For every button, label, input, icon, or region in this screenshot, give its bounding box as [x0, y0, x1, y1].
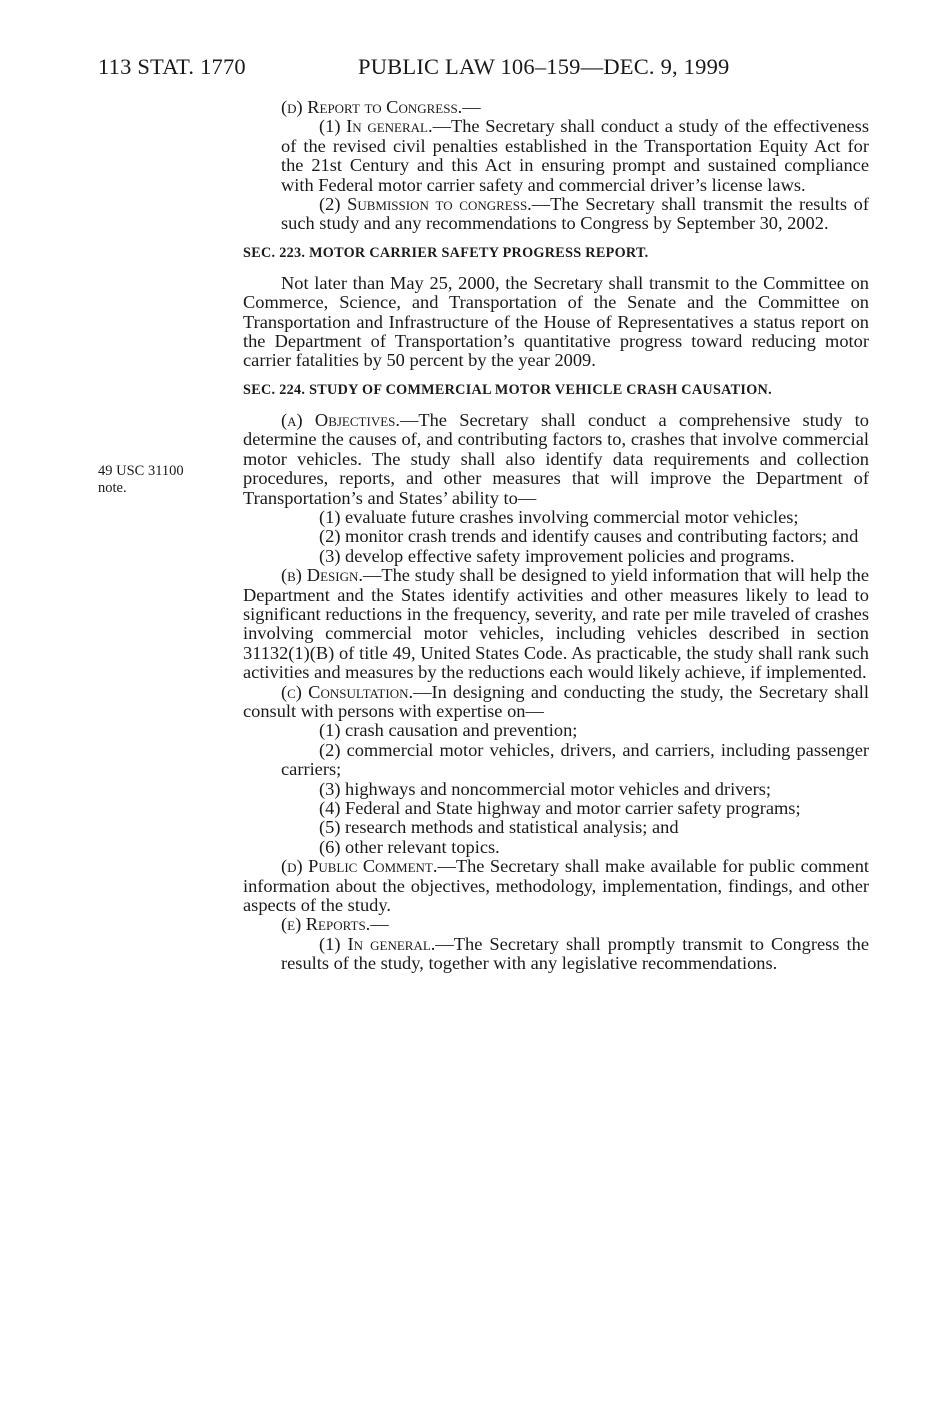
subsection-text: —The study shall be designed to yield information that will help the Department and the States identify activities and other measures likely to lead to significant reductions in the frequency, severity, and rate per mile traveled of crashes involving commercial motor vehicles, including vehicles described in section 31132(1)(B) of title 49, United States Code. As practicable, the study shall rank such activities and measures by the reductions each would likely achieve, if implemented. [243, 565, 869, 683]
list-item: (3) develop effective safety improvement policies and programs. [319, 545, 795, 566]
subsection-text: —The Secretary shall make available for public comment information about the objectives, methodology, implementation, findings, and other aspects of the study. [243, 856, 870, 916]
list-item: (5) research methods and statistical analysis; and [319, 817, 679, 838]
section-224-heading: SEC. 224. STUDY OF COMMERCIAL MOTOR VEHICLE CRASH CAUSATION. [243, 381, 772, 398]
margin-note-suffix: note. [98, 480, 127, 496]
paragraph-e1 [243, 935, 869, 974]
paragraph-text: —The Secretary shall conduct a study of the effectiveness of the revised civil penalties established in the Transportation Equity Act for the 21st Century and this Act in ensuring prompt and sustained compliance with Federal motor carrier safety and commercial driver’s license laws. [281, 116, 869, 195]
list-item: (4) Federal and State highway and motor carrier safety programs; [319, 798, 801, 818]
list-item: (1) evaluate future crashes involving commercial motor vehicles; [319, 506, 799, 527]
subsection-b [243, 566, 869, 682]
subsection-c [243, 683, 869, 722]
paragraph-label: (1) In general. [319, 116, 433, 137]
paragraph-label: (2) Submission to congress. [319, 194, 532, 215]
subsection-label: (d) Public Comment. [281, 856, 438, 877]
subsection-label: (b) Design. [281, 565, 363, 586]
list-item: (1) crash causation and prevention; [319, 720, 578, 741]
stat-page-number: 113 STAT. 1770 [98, 54, 246, 79]
subsection-e-heading: (e) Reports.— [281, 914, 389, 935]
subsection-label: (c) Consultation. [281, 681, 414, 702]
margin-note [98, 463, 228, 497]
paragraph-d2 [243, 195, 869, 234]
body-text [243, 98, 869, 974]
list-item: (2) monitor crash trends and identify causes and contributing factors; and [319, 526, 859, 547]
subsection-text: —The Secretary shall conduct a comprehensive study to determine the causes of, and contributing factors to, crashes that involve commercial motor vehicles. The study shall also identify data requirements and collection procedures, reports, and other measures that will improve the Department of Transportation’s and States’ ability to— [243, 409, 869, 508]
subsection-text: —In designing and conducting the study, the Secretary shall consult with persons with expertise on— [243, 681, 869, 721]
paragraph-d1 [243, 117, 869, 195]
section-223-heading: SEC. 223. MOTOR CARRIER SAFETY PROGRESS REPORT. [243, 244, 649, 261]
subsection-d [243, 857, 869, 915]
paragraph-label: (1) In general. [319, 933, 436, 954]
subsection-label: (a) Objectives. [281, 409, 400, 430]
paragraph-text: —The Secretary shall promptly transmit to Congress the results of the study, together with any legislative recommendations. [281, 933, 869, 974]
list-item: (3) highways and noncommercial motor vehicles and drivers; [319, 778, 771, 799]
paragraph-text: —The Secretary shall transmit the results of such study and any recommendations to Congress by September 30, 2002. [281, 194, 869, 234]
subsection-a [243, 411, 869, 508]
public-law-citation: PUBLIC LAW 106–159—DEC. 9, 1999 [358, 54, 730, 79]
list-item: (6) other relevant topics. [319, 836, 500, 857]
list-item: (2) commercial motor vehicles, drivers, and carriers, including passenger carriers; [281, 739, 869, 780]
section-223-text: Not later than May 25, 2000, the Secretary shall transmit to the Committee on Commerce, Science, and Transportation of the Senate and the Committee on Transportation and Infrastructure of the House of Representatives a status report on the Department of Transportation’s quantitative progress toward reducing motor carrier fatalities by 50 percent by the year 2009. [243, 272, 869, 371]
margin-note-usc: 49 USC 31100 [98, 463, 184, 479]
subsection-d-heading: (d) Report to Congress.— [281, 97, 481, 117]
